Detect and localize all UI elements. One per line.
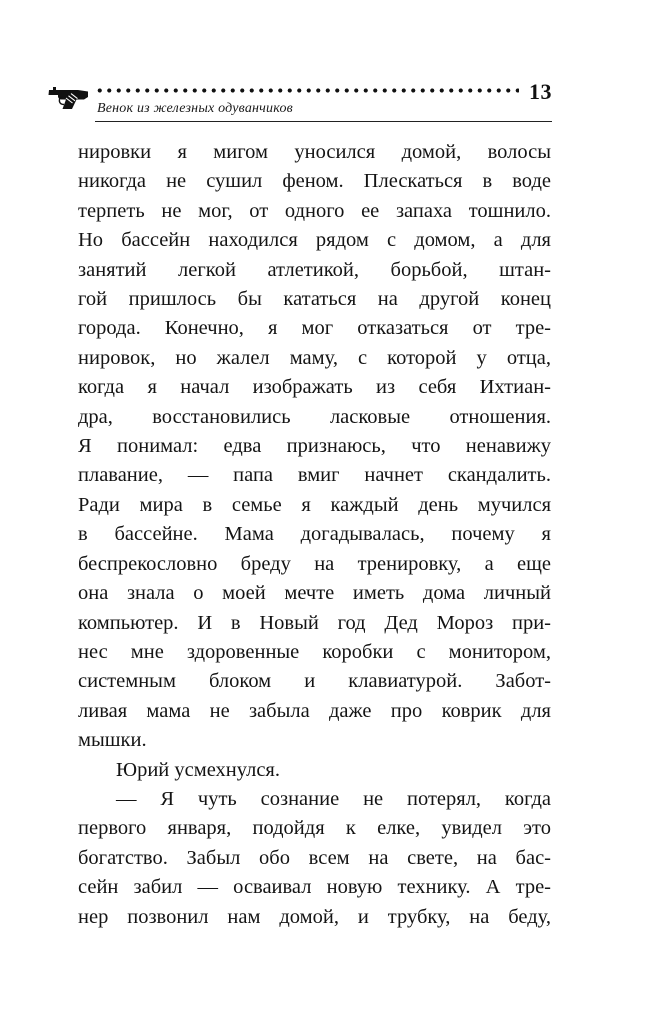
page-text: [78, 138, 551, 932]
text-line: она знала о моей мечте иметь дома личный: [78, 582, 551, 605]
text-line: дра, восстановились ласковые отношения.: [78, 405, 551, 428]
text-line: богатство. Забыл обо всем на свете, на бас-: [78, 846, 551, 869]
text-line: плавание, — папа вмиг начнет скандалить.: [78, 464, 551, 487]
text-line: Ради мира в семье я каждый день мучился: [78, 493, 551, 516]
text-line: ливая мама не забыла даже про коврик для: [78, 699, 551, 722]
text-line: нировок, но жалел маму, с которой у отца,: [78, 346, 551, 369]
text-line: никогда не сушил феном. Плескаться в воде: [78, 170, 551, 193]
text-line: беспрекословно бреду на тренировку, а еще: [78, 552, 551, 575]
text-line: Я понимал: едва признаюсь, что ненавижу: [78, 435, 551, 458]
text-line: Но бассейн находился рядом с домом, а для: [78, 229, 551, 252]
text-line: компьютер. И в Новый год Дед Мороз при-: [78, 611, 551, 634]
text-line: Юрий усмехнулся.: [116, 758, 280, 781]
dotted-rule: [95, 88, 519, 93]
text-line: города. Конечно, я мог отказаться от тре-: [78, 317, 551, 340]
text-line: занятий легкой атлетикой, борьбой, штан-: [78, 258, 551, 281]
header-rule: [95, 121, 552, 122]
revolver-icon: [48, 82, 90, 110]
text-line: нес мне здоровенные коробки с монитором,: [78, 640, 551, 663]
running-title: Венок из железных одуванчиков: [97, 101, 293, 116]
text-line: нер позвонил нам домой, и трубку, на беду,: [78, 905, 551, 928]
text-line: системным блоком и клавиатурой. Забот-: [78, 670, 551, 693]
text-line: нировки я мигом уносился домой, волосы: [78, 141, 551, 163]
page-number: 13: [529, 79, 552, 104]
text-line: — Я чуть сознание не потерял, когда: [116, 787, 551, 810]
text-line: мышки.: [78, 729, 147, 752]
text-line: когда я начал изображать из себя Ихтиан-: [78, 376, 551, 399]
text-line: гой пришлось бы кататься на другой конец: [78, 288, 551, 311]
text-line: в бассейне. Мама догадывалась, почему я: [78, 523, 551, 546]
text-line: терпеть не мог, от одного ее запаха тошнило.: [78, 199, 551, 222]
text-line: первого января, подойдя к елке, увидел это: [78, 817, 551, 840]
text-line: сейн забил — осваивал новую технику. А тре-: [78, 876, 551, 899]
